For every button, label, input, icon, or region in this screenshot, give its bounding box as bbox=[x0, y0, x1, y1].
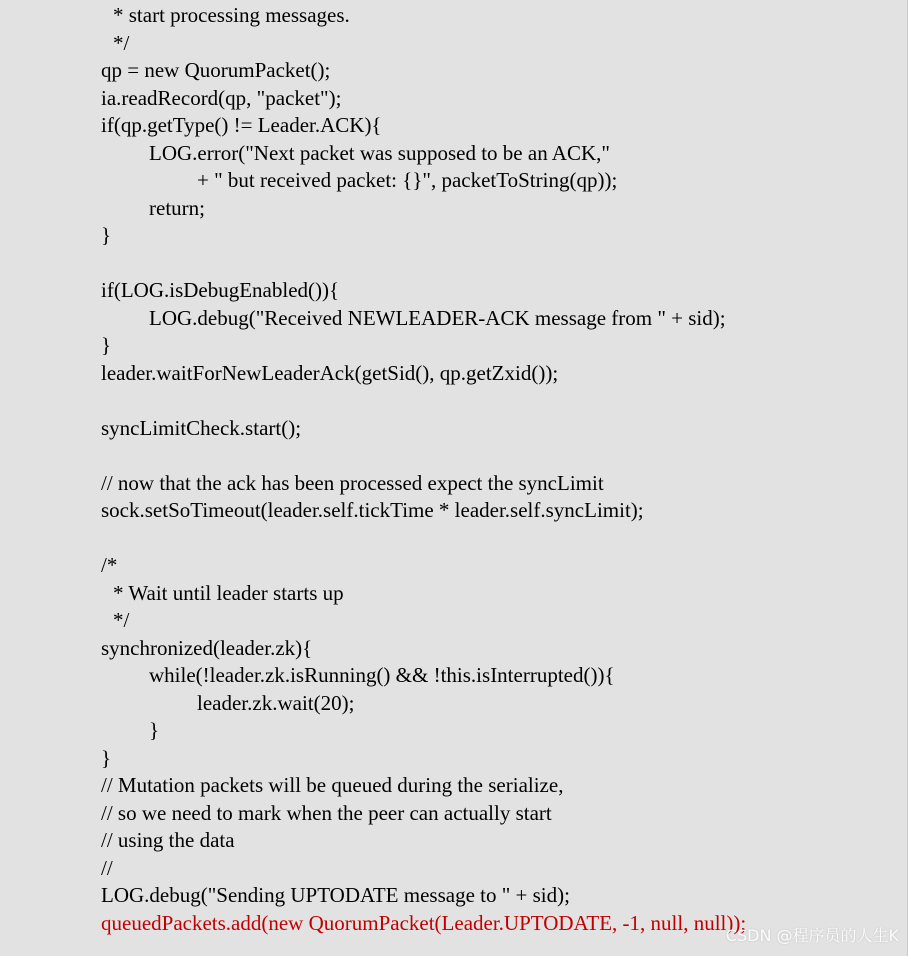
code-line: // bbox=[101, 855, 113, 880]
code-line: LOG.debug("Received NEWLEADER-ACK message from " + sid); bbox=[149, 305, 726, 330]
code-line: } bbox=[149, 718, 160, 742]
code-line: ia.readRecord(qp, "packet"); bbox=[101, 85, 342, 110]
code-line: LOG.debug("Sending UPTODATE message to " + sid); bbox=[101, 883, 570, 907]
code-line: } bbox=[101, 745, 112, 770]
code-line: synchronized(leader.zk){ bbox=[101, 635, 313, 660]
code-line: if(qp.getType() != Leader.ACK){ bbox=[101, 113, 382, 137]
code-line: while(!leader.zk.isRunning() && !this.isInterrupted()){ bbox=[149, 663, 615, 687]
code-line: } bbox=[101, 333, 112, 357]
code-line: leader.waitForNewLeaderAck(getSid(), qp.getZxid()); bbox=[101, 360, 559, 385]
watermark: CSDN @程序员的人生K bbox=[725, 926, 899, 945]
code-line: */ bbox=[113, 30, 130, 55]
code-line: + " but received packet: {}", packetToString(qp)); bbox=[197, 168, 618, 192]
code-line: */ bbox=[113, 608, 130, 632]
code-line: syncLimitCheck.start(); bbox=[101, 415, 302, 440]
code-line: // using the data bbox=[101, 828, 235, 852]
code-line: // Mutation packets will be queued during the serialize, bbox=[101, 773, 564, 797]
code-line: // so we need to mark when the peer can actually start bbox=[101, 800, 552, 825]
code-line: // now that the ack has been processed expect the syncLimit bbox=[101, 470, 604, 495]
code-line: /* bbox=[101, 553, 118, 577]
code-line: qp = new QuorumPacket(); bbox=[101, 58, 331, 82]
code-line: if(LOG.isDebugEnabled()){ bbox=[101, 278, 340, 302]
code-line: LOG.error("Next packet was supposed to be an ACK," bbox=[149, 140, 610, 165]
code-line: sock.setSoTimeout(leader.self.tickTime * leader.self.syncLimit); bbox=[101, 498, 644, 522]
code-line: return; bbox=[149, 195, 205, 220]
code-line: } bbox=[101, 223, 112, 247]
code-line: * start processing messages. bbox=[113, 3, 350, 27]
code-line: leader.zk.wait(20); bbox=[197, 690, 355, 715]
code-line: * Wait until leader starts up bbox=[113, 580, 344, 605]
code-line: queuedPackets.add(new QuorumPacket(Leader.UPTODATE, -1, null, null)); bbox=[101, 910, 747, 935]
